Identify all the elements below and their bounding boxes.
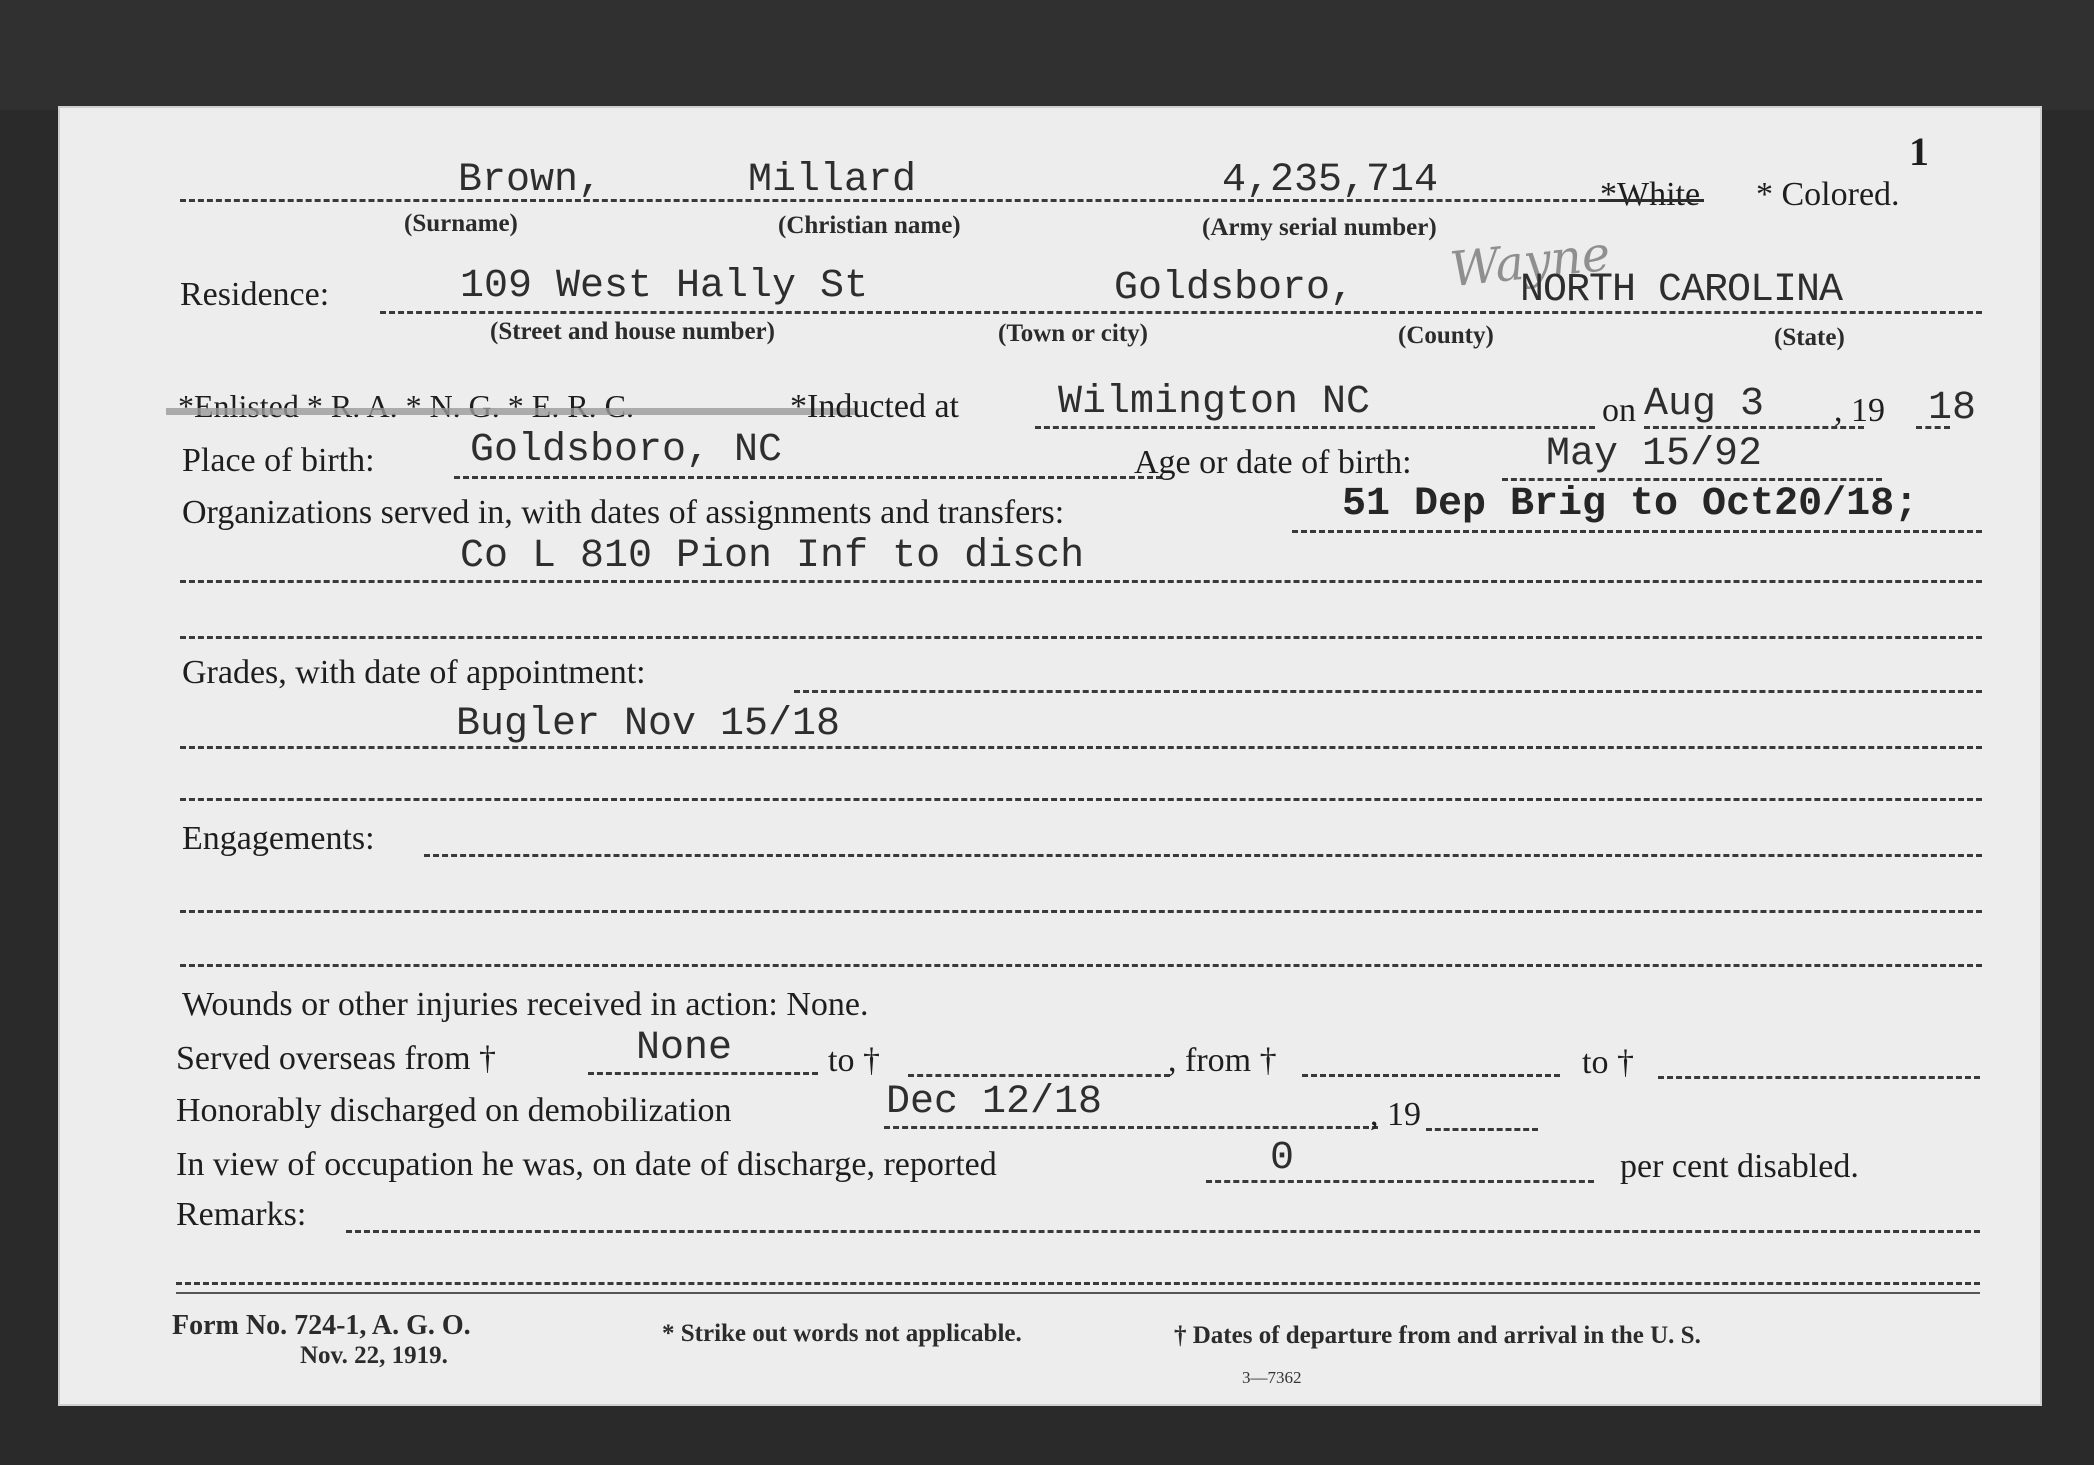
grades-line-1 (794, 690, 1982, 693)
discharge-date-value: Dec 12/18 (886, 1080, 1103, 1125)
surname-value: Brown, (458, 158, 603, 203)
grades-line-2 (180, 746, 1982, 749)
on-label: on (1602, 392, 1636, 429)
street-value: 109 West Hally St (460, 264, 869, 309)
county-handwritten-value: Wayne (1447, 225, 1613, 299)
disability-label: In view of occupation he was, on date of discharge, reported (176, 1146, 997, 1183)
page-number: 1 (1909, 129, 1929, 174)
enlisted-categories: *Enlisted * R. A. * N. G. * E. R. C. (178, 388, 635, 424)
organizations-line-1 (1292, 530, 1982, 533)
discharge-label: Honorably discharged on demobilization (176, 1092, 732, 1129)
grades-label: Grades, with date of appointment: (182, 654, 646, 691)
remarks-label: Remarks: (176, 1196, 307, 1233)
engagements-line-1 (424, 854, 1982, 857)
disability-value: 0 (1270, 1136, 1295, 1181)
enlisted-strikeout (166, 408, 856, 415)
race-colored-label: * Colored. (1756, 176, 1900, 213)
residence-label: Residence: (180, 276, 330, 313)
organizations-line-2 (180, 580, 1982, 583)
remarks-line-2 (176, 1282, 1980, 1285)
print-code: 3—7362 (1242, 1368, 1302, 1387)
overseas-from-value: None (636, 1026, 733, 1071)
discharge-date-line (884, 1126, 1378, 1129)
caption-surname: (Surname) (404, 210, 518, 237)
form-date: Nov. 22, 1919. (300, 1342, 448, 1369)
engagements-line-3 (180, 964, 1982, 967)
disability-suffix: per cent disabled. (1620, 1148, 1859, 1185)
overseas-to2-line (1658, 1076, 1980, 1079)
caption-county: (County) (1398, 322, 1494, 349)
caption-state: (State) (1774, 324, 1845, 351)
overseas-to-line (908, 1074, 1170, 1077)
overseas-from-line (588, 1072, 818, 1075)
form-number: Form No. 724-1, A. G. O. (172, 1310, 471, 1341)
state-value: NORTH CAROLINA (1520, 268, 1843, 313)
overseas-from2-label: , from † (1168, 1042, 1277, 1079)
disability-line (1206, 1180, 1594, 1183)
discharge-year-line (1426, 1128, 1538, 1131)
service-record-card (58, 106, 2042, 1406)
birth-date-value: May 15/92 (1546, 432, 1763, 477)
century-label: , 19 (1834, 392, 1885, 429)
christian-name-value: Millard (748, 158, 917, 203)
organizations-line-3 (180, 636, 1982, 639)
induction-date-value: Aug 3 (1644, 382, 1765, 427)
birth-place-label: Place of birth: (182, 442, 375, 479)
overseas-to-label: to † (828, 1042, 880, 1079)
white-strikeout (1600, 199, 1704, 202)
wounds-label: Wounds or other injuries received in action: None. (182, 986, 869, 1023)
organizations-value-1: 51 Dep Brig to Oct20/18; (1342, 482, 1919, 527)
organizations-value-2: Co L 810 Pion Inf to disch (460, 534, 1085, 579)
overseas-from-label: Served overseas from † (176, 1040, 497, 1077)
remarks-line-1 (346, 1230, 1980, 1233)
birth-date-line (1502, 478, 1882, 481)
grades-line-3 (180, 798, 1982, 801)
overseas-from2-line (1302, 1074, 1560, 1077)
caption-christian-name: (Christian name) (778, 212, 961, 239)
footnote-dates: † Dates of departure from and arrival in the U. S. (1174, 1322, 1701, 1349)
age-label: Age or date of birth: (1134, 444, 1412, 481)
footnote-strike-out: * Strike out words not applicable. (662, 1320, 1022, 1347)
scan-background-top (0, 0, 2094, 110)
town-value: Goldsboro, (1114, 266, 1355, 311)
inducted-line (1035, 426, 1595, 429)
engagements-line-2 (180, 910, 1982, 913)
birth-place-line (454, 476, 1162, 479)
induction-year-value: 18 (1928, 386, 1977, 431)
inducted-label: *Inducted at (790, 388, 959, 425)
caption-serial-number: (Army serial number) (1202, 214, 1437, 241)
birth-place-value: Goldsboro, NC (470, 428, 783, 473)
inducted-place-value: Wilmington NC (1058, 380, 1371, 425)
organizations-label: Organizations served in, with dates of assignments and transfers: (182, 494, 1065, 531)
footer-rule (176, 1292, 1980, 1294)
discharge-century-label: , 19 (1370, 1096, 1421, 1133)
caption-town: (Town or city) (998, 320, 1148, 347)
overseas-to2-label: to † (1582, 1044, 1634, 1081)
grades-value: Bugler Nov 15/18 (456, 702, 841, 747)
race-white-label: *White (1600, 176, 1701, 213)
caption-street: (Street and house number) (490, 318, 775, 345)
engagements-label: Engagements: (182, 820, 375, 857)
serial-number-value: 4,235,714 (1222, 158, 1439, 203)
